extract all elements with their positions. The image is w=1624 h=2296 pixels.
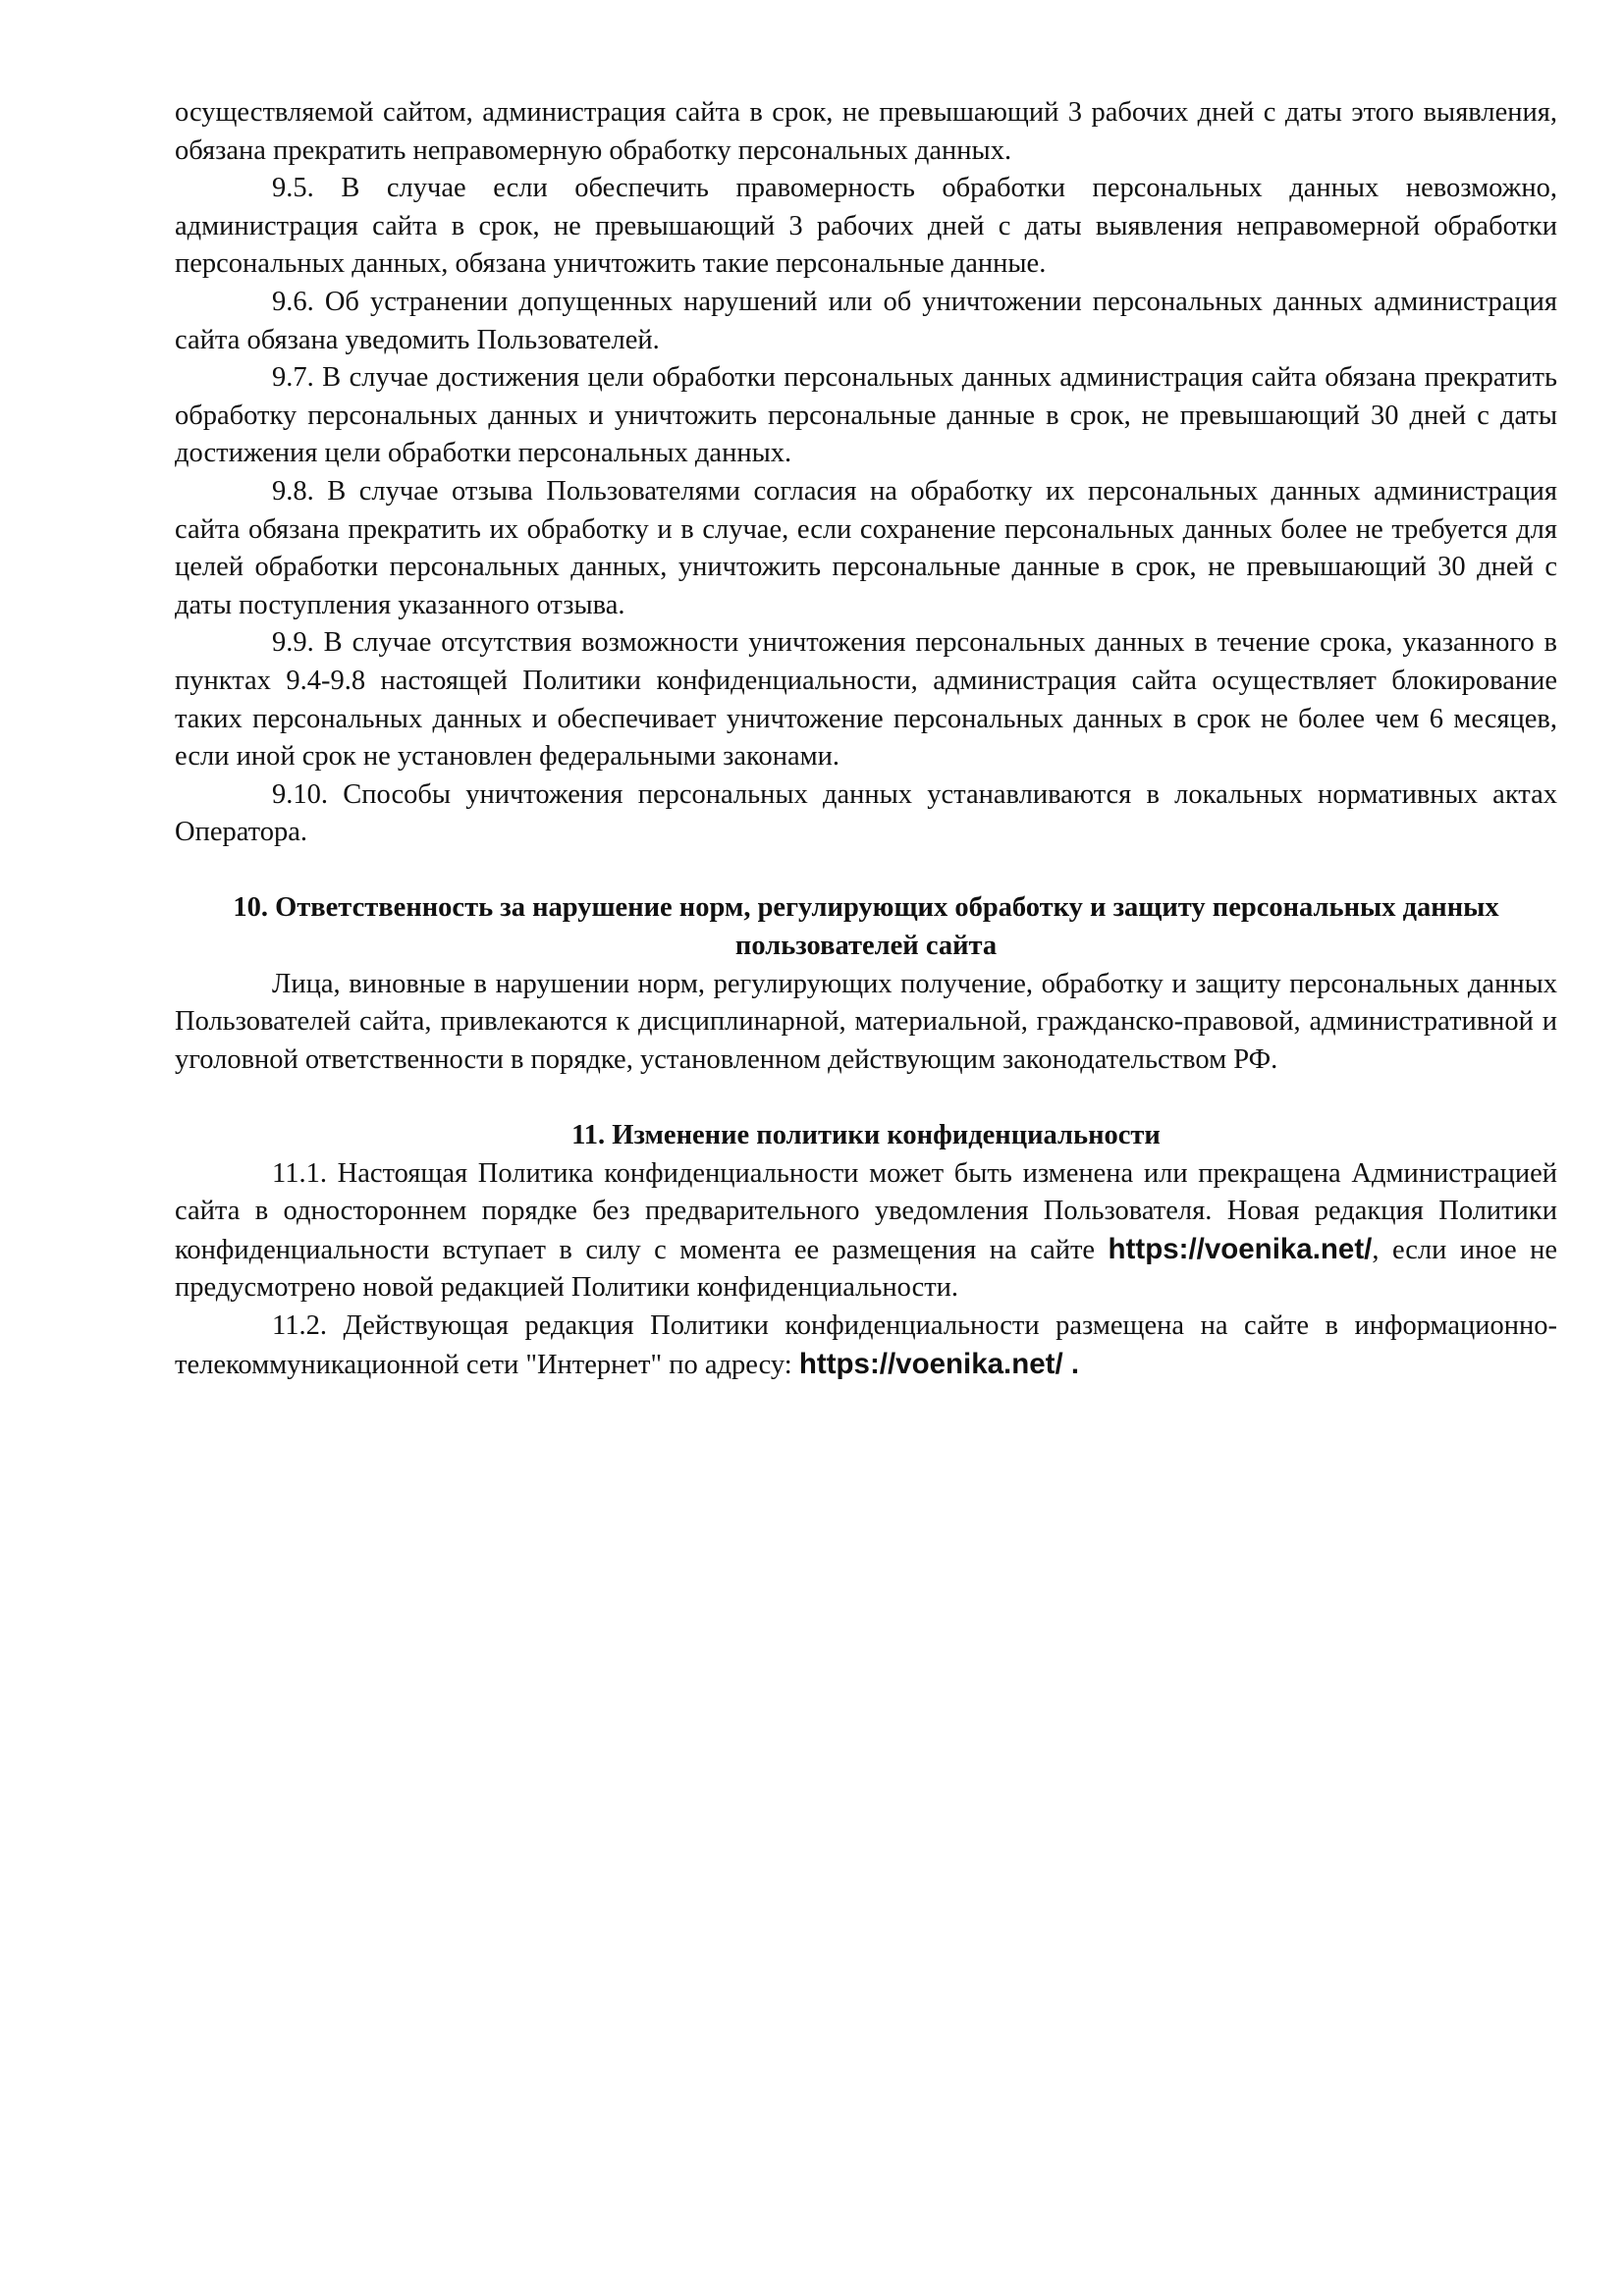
paragraph-11-1-text-end: , если иное не предусмотрено новой редакцией Политики конфиденциальности. [175,1234,1557,1304]
paragraph-9-5: 9.5. В случае если обеспечить правомерность обработки персональных данных невозможно, администрация сайта в срок, не превышающий 3 рабочих дней с даты выявления неправомерной обработки персональных данных, обязана уничтожить такие персональные данные. [175,173,1557,280]
paragraph-9-8: 9.8. В случае отзыва Пользователями согласия на обработку их персональных данных администрация сайта обязана прекратить их обработку и в случае, если сохранение персональных данных более не требуется для целей обработки персональных данных, уничтожить персональные данные в срок, не превышающий 30 дней с даты поступления указанного отзыва. [175,475,1557,620]
section-spacer [175,852,1557,890]
section-11-heading: 11. Изменение политики конфиденциальности [571,1120,1161,1151]
paragraph-9-6: 9.6. Об устранении допущенных нарушений или об уничтожении персональных данных администрация сайта обязана уведомить Пользователей. [175,286,1557,355]
document-page [175,94,1557,1384]
site-url-link[interactable]: https://voenika.net/ [798,1347,1063,1380]
paragraph-11-2-text-end: . [1062,1347,1080,1380]
paragraph-11-2 [175,1308,1557,1384]
paragraph-9-9: 9.9. В случае отсутствия возможности уничтожения персональных данных в течение срока, указанного в пунктах 9.4-9.8 настоящей Политики конфиденциальности, администрация сайта осуществляет блокирование таких персональных данных и обеспечивает уничтожение персональных данных в срок не более чем 6 месяцев, если иной срок не установлен федеральными законами. [175,627,1557,773]
paragraph-9-7: 9.7. В случае достижения цели обработки персональных данных администрация сайта обязана прекратить обработку персональных данных и уничтожить персональные данные в срок, не превышающий 30 дней с даты достижения цели обработки персональных данных. [175,362,1557,469]
paragraph-9-10: 9.10. Способы уничтожения персональных данных устанавливаются в локальных нормативных актах Оператора. [175,778,1557,848]
section-10-heading: 10. Ответственность за нарушение норм, регулирующих обработку и защиту персональных данных пользователей сайта [233,892,1499,962]
section-spacer [175,1079,1557,1117]
site-url-link[interactable]: https://voenika.net/ [1108,1232,1373,1265]
paragraph-11-1 [175,1155,1557,1308]
paragraph-10: Лица, виновные в нарушении норм, регулирующих получение, обработку и защиту персональных данных Пользователей сайта, привлекаются к дисциплинарной, материальной, гражданско-правовой, административной и уголовной ответственности в порядке, установленном действующим законодательством РФ. [175,968,1557,1075]
paragraph-continuation: осуществляемой сайтом, администрация сайта в срок, не превышающий 3 рабочих дней с даты этого выявления, обязана прекратить неправомерную обработку персональных данных. [175,97,1557,166]
paragraph-11-2-text: 11.2. Действующая редакция Политики конфиденциальности размещена на сайте в информационно-телекоммуникационной сети "Интернет" по адресу: [175,1310,1557,1380]
paragraph-11-1-text: 11.1. Настоящая Политика конфиденциальности может быть изменена или прекращена Администрацией сайта в одностороннем порядке без предварительного уведомления Пользователя. Новая редакция Политики конфиденциальности вступает в силу с момента ее размещения на сайте [175,1157,1557,1265]
